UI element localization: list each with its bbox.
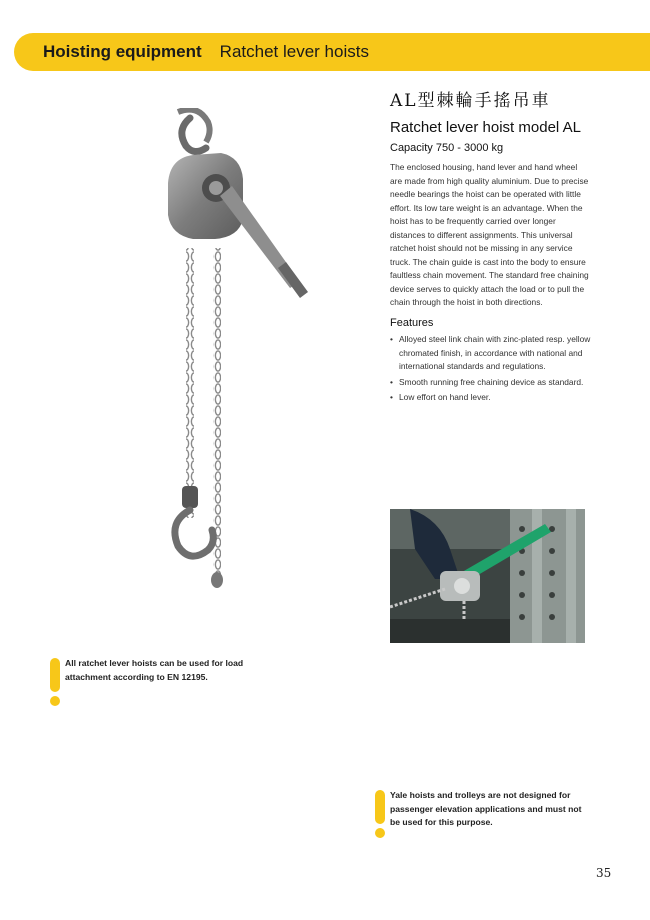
exclamation-icon bbox=[47, 658, 63, 708]
ratchet-lever-hoist-illustration bbox=[150, 108, 320, 598]
section-subtitle: Ratchet lever hoists bbox=[219, 42, 369, 61]
features-heading: Features bbox=[390, 317, 434, 329]
passenger-warning-notice-text: Yale hoists and trolleys are not designed for passenger elevation applications and must not be used for this purpose. bbox=[390, 790, 582, 827]
feature-item: • Low effort on hand lever. bbox=[390, 391, 595, 405]
capacity-label: Capacity 750 - 3000 kg bbox=[390, 142, 504, 154]
load-attachment-notice bbox=[47, 658, 265, 708]
section-header-bar bbox=[14, 33, 650, 71]
page-number: 35 bbox=[596, 866, 612, 880]
section-title: Hoisting equipment bbox=[43, 42, 202, 61]
hoist-in-use-photo bbox=[390, 509, 585, 643]
exclamation-icon bbox=[372, 790, 388, 840]
chinese-product-title: AL型棘輪手搖吊車 bbox=[390, 91, 551, 111]
product-description: The enclosed housing, hand lever and hand wheel are made from high quality aluminium. Due to precise needle bearings the hoist can be operated with little effort. Its low tare weight is an advantage. When the hoist has to be frequently carried over longer distances to different assignments. This universal ratchet hoist should not be missing in any service truck. The chain guide is cast into the body to ensure faultless chain movement. The standard free chaining device serves to quickly attach the load or to pull the chain through the hoist in both directions. bbox=[390, 162, 589, 307]
feature-item: • Smooth running free chaining device as standard. bbox=[390, 376, 595, 390]
passenger-warning-notice bbox=[372, 790, 590, 840]
feature-item: • Alloyed steel link chain with zinc-plated resp. yellow chromated finish, in accordance with national and international standards and regulations. bbox=[390, 333, 595, 374]
features-list bbox=[390, 333, 595, 407]
load-attachment-notice-text: All ratchet lever hoists can be used for load attachment according to EN 12195. bbox=[65, 658, 244, 682]
product-model-title: Ratchet lever hoist model AL bbox=[390, 119, 581, 136]
